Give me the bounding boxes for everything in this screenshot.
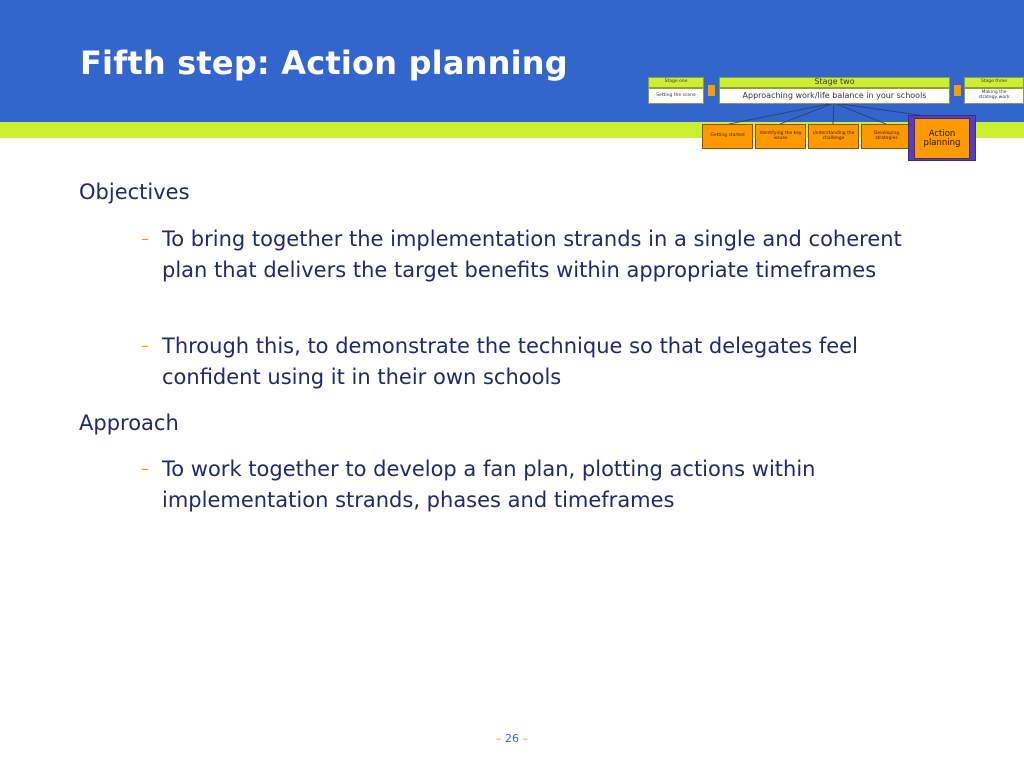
step-understanding-challenge: Understanding the challenge — [808, 124, 859, 149]
stage-three-desc: Making the strategy work — [964, 88, 1024, 104]
approach-bullet-1: To work together to develop a fan plan, plotting actions within implementation strands, phases and timeframes — [162, 457, 816, 512]
bullet-dash: – — [141, 229, 149, 248]
stage-three-label: Stage three — [964, 77, 1024, 88]
bullet-dash: – — [141, 336, 149, 355]
page-number-value: 26 — [505, 732, 519, 745]
stage-two-desc: Approaching work/life balance in your schools — [719, 88, 950, 104]
step-identifying-key-issues: Identifying the key issues — [755, 124, 806, 149]
objective-bullet-1: To bring together the implementation strands in a single and coherent plan that delivers the target benefits within appropriate timeframes — [162, 227, 902, 282]
stage-one-label: Stage one — [648, 77, 704, 88]
stage-one-desc: Setting the scene — [648, 88, 704, 104]
step-developing-strategies: Developing strategies — [861, 124, 912, 149]
page-number-dash: – — [496, 732, 502, 745]
step-getting-started: Getting started — [702, 124, 753, 149]
section-heading-approach: Approach — [79, 411, 179, 435]
slide-title: Fifth step: Action planning — [80, 44, 568, 82]
section-heading-objectives: Objectives — [79, 180, 190, 204]
step-action-planning: Action planning — [914, 118, 970, 159]
objective-bullet-2: Through this, to demonstrate the technique so that delegates feel confident using it in their own schools — [162, 334, 858, 389]
page-number-dash: – — [522, 732, 528, 745]
page-number — [0, 732, 1024, 745]
stage-two-label: Stage two — [719, 77, 950, 88]
bullet-dash: – — [141, 459, 149, 478]
